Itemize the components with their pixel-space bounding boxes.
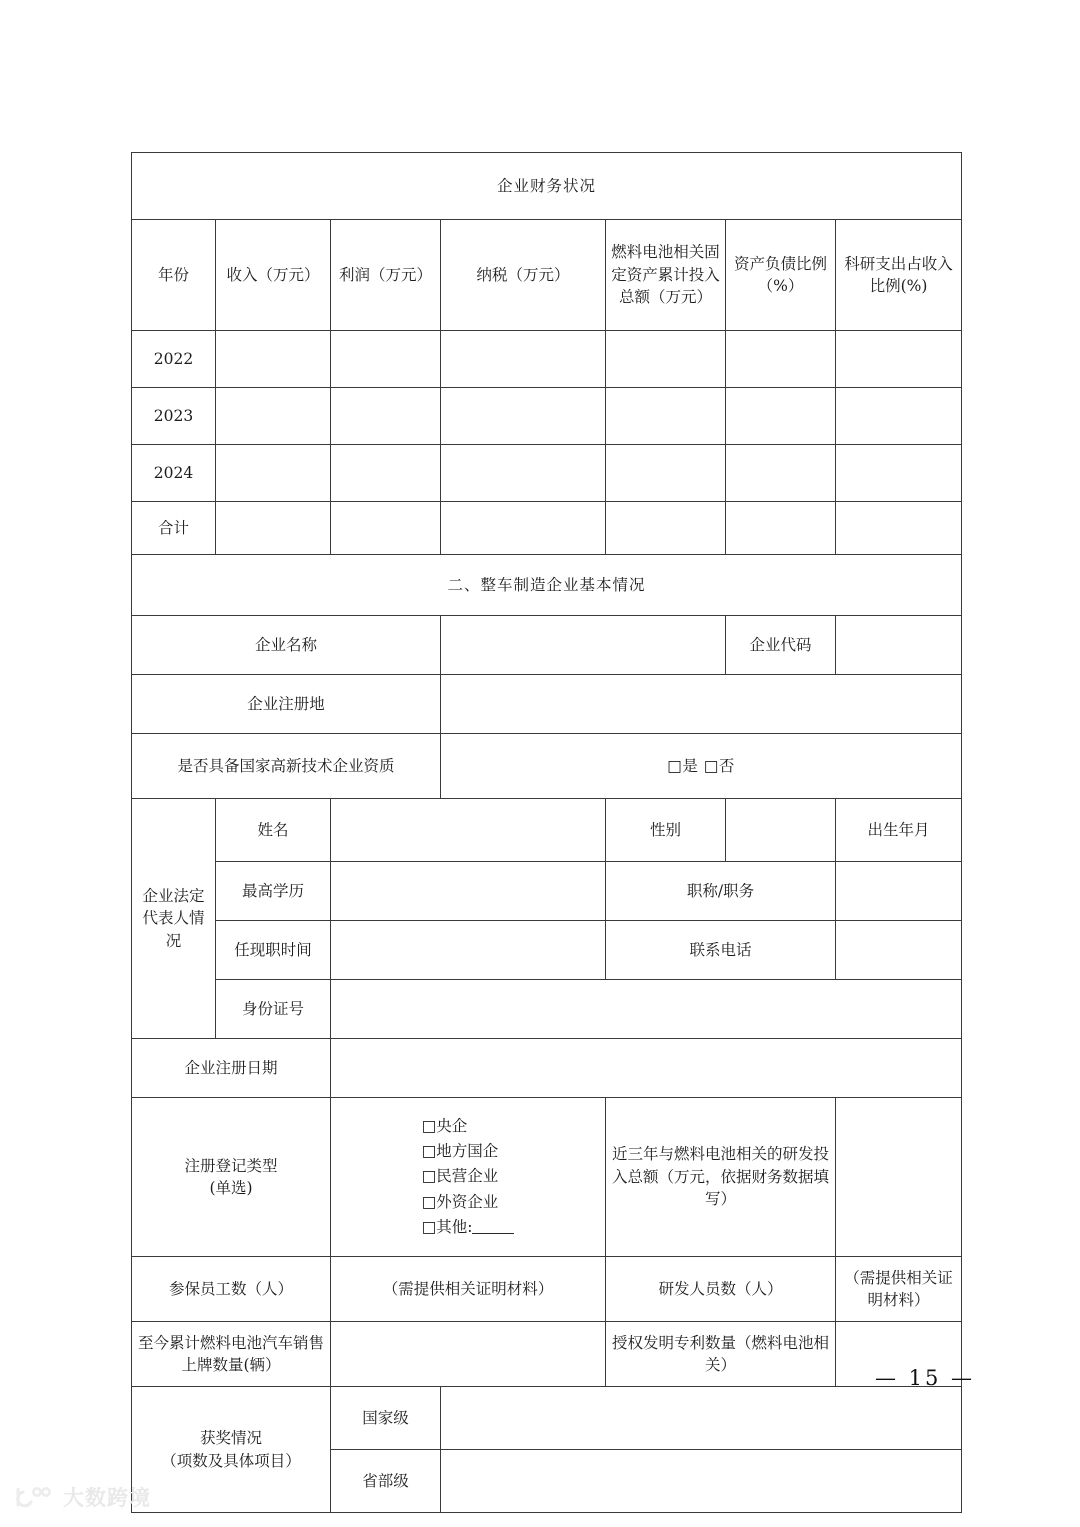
legal-rep-title-label: 职称/职务 <box>606 862 836 921</box>
header-debt-ratio: 资产负债比例（%） <box>726 220 836 331</box>
awards-provincial-label: 省部级 <box>331 1450 441 1513</box>
cumulative-sales-label: 至今累计燃料电池汽车销售上牌数量(辆） <box>132 1322 331 1387</box>
registered-place-label: 企业注册地 <box>132 675 441 734</box>
company-name-row <box>132 616 962 675</box>
legal-rep-tenure-label: 任现职时间 <box>216 921 331 980</box>
cell-fixed-assets-2024[interactable] <box>606 445 726 502</box>
watermark <box>14 1482 151 1512</box>
page-number-footer <box>0 1366 1080 1390</box>
legal-rep-title-value[interactable] <box>836 862 962 921</box>
cell-revenue-2022[interactable] <box>216 331 331 388</box>
rnd-total-label: 近三年与燃料电池相关的研发投入总额（万元，依据财务数据填写） <box>606 1098 836 1257</box>
row-year-total: 合计 <box>132 502 216 555</box>
awards-label-main: 获奖情况 <box>199 1429 262 1448</box>
header-revenue: 收入（万元） <box>216 220 331 331</box>
cell-profit-2024[interactable] <box>331 445 441 502</box>
register-type-label-main: 注册登记类型 <box>184 1156 278 1175</box>
cell-profit-total[interactable] <box>331 502 441 555</box>
register-date-row <box>132 1039 962 1098</box>
cell-tax-total[interactable] <box>441 502 606 555</box>
cell-debt-ratio-total[interactable] <box>726 502 836 555</box>
register-date-value[interactable] <box>331 1039 962 1098</box>
legal-rep-phone-label: 联系电话 <box>606 921 836 980</box>
register-type-row <box>132 1098 962 1257</box>
cell-tax-2024[interactable] <box>441 445 606 502</box>
awards-label-sub: （项数及具体项目） <box>161 1451 301 1470</box>
patents-label: 授权发明专利数量（燃料电池相关） <box>606 1322 836 1387</box>
finance-banner: 企业财务状况 <box>132 153 962 220</box>
legal-rep-gender-label: 性别 <box>606 799 726 862</box>
hightech-label: 是否具备国家高新技术企业资质 <box>132 734 441 799</box>
legal-rep-id-value[interactable] <box>331 980 962 1039</box>
company-section-banner: 二、整车制造企业基本情况 <box>132 555 962 616</box>
rnd-total-value[interactable] <box>836 1098 962 1257</box>
table-row <box>132 388 962 445</box>
cell-tax-2022[interactable] <box>441 331 606 388</box>
awards-national-label: 国家级 <box>331 1387 441 1450</box>
cell-fixed-assets-total[interactable] <box>606 502 726 555</box>
hightech-row <box>132 734 962 799</box>
cell-debt-ratio-2022[interactable] <box>726 331 836 388</box>
cell-profit-2022[interactable] <box>331 331 441 388</box>
cell-rnd-ratio-2023[interactable] <box>836 388 962 445</box>
legal-rep-education-row <box>132 862 962 921</box>
legal-rep-birth-label: 出生年月 <box>836 799 962 862</box>
legal-rep-gender-value[interactable] <box>726 799 836 862</box>
insured-staff-label: 参保员工数（人） <box>132 1257 331 1322</box>
register-type-options[interactable] <box>331 1098 606 1257</box>
legal-rep-education-value[interactable] <box>331 862 606 921</box>
staff-row <box>132 1257 962 1322</box>
row-year-2024: 2024 <box>132 445 216 502</box>
cell-revenue-2023[interactable] <box>216 388 331 445</box>
legal-rep-tenure-value[interactable] <box>331 921 606 980</box>
register-type-option-private[interactable]: □民营企业 <box>421 1167 499 1186</box>
rnd-staff-value[interactable]: （需提供相关证明材料） <box>836 1257 962 1322</box>
register-type-option-other-label: □其他: <box>421 1217 473 1236</box>
watermark-logo-icon <box>14 1486 54 1508</box>
register-type-option-local-soe[interactable]: □地方国企 <box>421 1142 499 1161</box>
company-name-label: 企业名称 <box>132 616 441 675</box>
legal-rep-name-row <box>132 799 962 862</box>
finance-banner-row <box>132 153 962 220</box>
row-year-2022: 2022 <box>132 331 216 388</box>
register-type-other-input[interactable] <box>472 1219 514 1234</box>
header-rnd-ratio: 科研支出占收入比例(%) <box>836 220 962 331</box>
header-fixed-assets: 燃料电池相关固定资产累计投入总额（万元） <box>606 220 726 331</box>
awards-provincial-value[interactable] <box>441 1450 962 1513</box>
legal-rep-tenure-row <box>132 921 962 980</box>
table-row <box>132 445 962 502</box>
table-row <box>132 331 962 388</box>
awards-label <box>132 1387 331 1513</box>
cell-revenue-2024[interactable] <box>216 445 331 502</box>
legal-rep-name-label: 姓名 <box>216 799 331 862</box>
header-profit: 利润（万元） <box>331 220 441 331</box>
register-type-option-foreign[interactable]: □外资企业 <box>421 1192 499 1211</box>
legal-rep-id-label: 身份证号 <box>216 980 331 1039</box>
register-type-option-other[interactable] <box>422 1215 515 1240</box>
cell-rnd-ratio-2024[interactable] <box>836 445 962 502</box>
cell-debt-ratio-2023[interactable] <box>726 388 836 445</box>
application-form-table <box>131 152 962 1513</box>
header-tax: 纳税（万元） <box>441 220 606 331</box>
cell-tax-2023[interactable] <box>441 388 606 445</box>
row-year-2023: 2023 <box>132 388 216 445</box>
company-code-value[interactable] <box>836 616 962 675</box>
company-code-label: 企业代码 <box>726 616 836 675</box>
cell-fixed-assets-2023[interactable] <box>606 388 726 445</box>
insured-staff-value[interactable]: （需提供相关证明材料） <box>331 1257 606 1322</box>
legal-rep-education-label: 最高学历 <box>216 862 331 921</box>
register-type-label <box>132 1098 331 1257</box>
register-date-label: 企业注册日期 <box>132 1039 331 1098</box>
cell-rnd-ratio-total[interactable] <box>836 502 962 555</box>
awards-national-row <box>132 1387 962 1450</box>
table-row <box>132 502 962 555</box>
registered-place-row <box>132 675 962 734</box>
company-section-banner-row <box>132 555 962 616</box>
company-name-value[interactable] <box>441 616 726 675</box>
cell-fixed-assets-2022[interactable] <box>606 331 726 388</box>
legal-rep-label: 企业法定代表人情况 <box>132 799 216 1039</box>
cell-profit-2023[interactable] <box>331 388 441 445</box>
register-type-label-sub: (单选) <box>209 1179 253 1197</box>
header-year: 年份 <box>132 220 216 331</box>
watermark-text: 大数跨境 <box>63 1486 151 1510</box>
rnd-staff-label: 研发人员数（人） <box>606 1257 836 1322</box>
cell-revenue-total[interactable] <box>216 502 331 555</box>
hightech-checkbox-group[interactable]: □是 □否 <box>441 734 962 799</box>
legal-rep-name-value[interactable] <box>331 799 606 862</box>
finance-header-row <box>132 220 962 331</box>
registered-place-value[interactable] <box>441 675 962 734</box>
awards-national-value[interactable] <box>441 1387 962 1450</box>
page-number-text: — 15 — <box>874 1366 976 1390</box>
register-type-option-central[interactable]: □央企 <box>421 1117 468 1136</box>
legal-rep-phone-value[interactable] <box>836 921 962 980</box>
cell-rnd-ratio-2022[interactable] <box>836 331 962 388</box>
cell-debt-ratio-2024[interactable] <box>726 445 836 502</box>
legal-rep-id-row <box>132 980 962 1039</box>
